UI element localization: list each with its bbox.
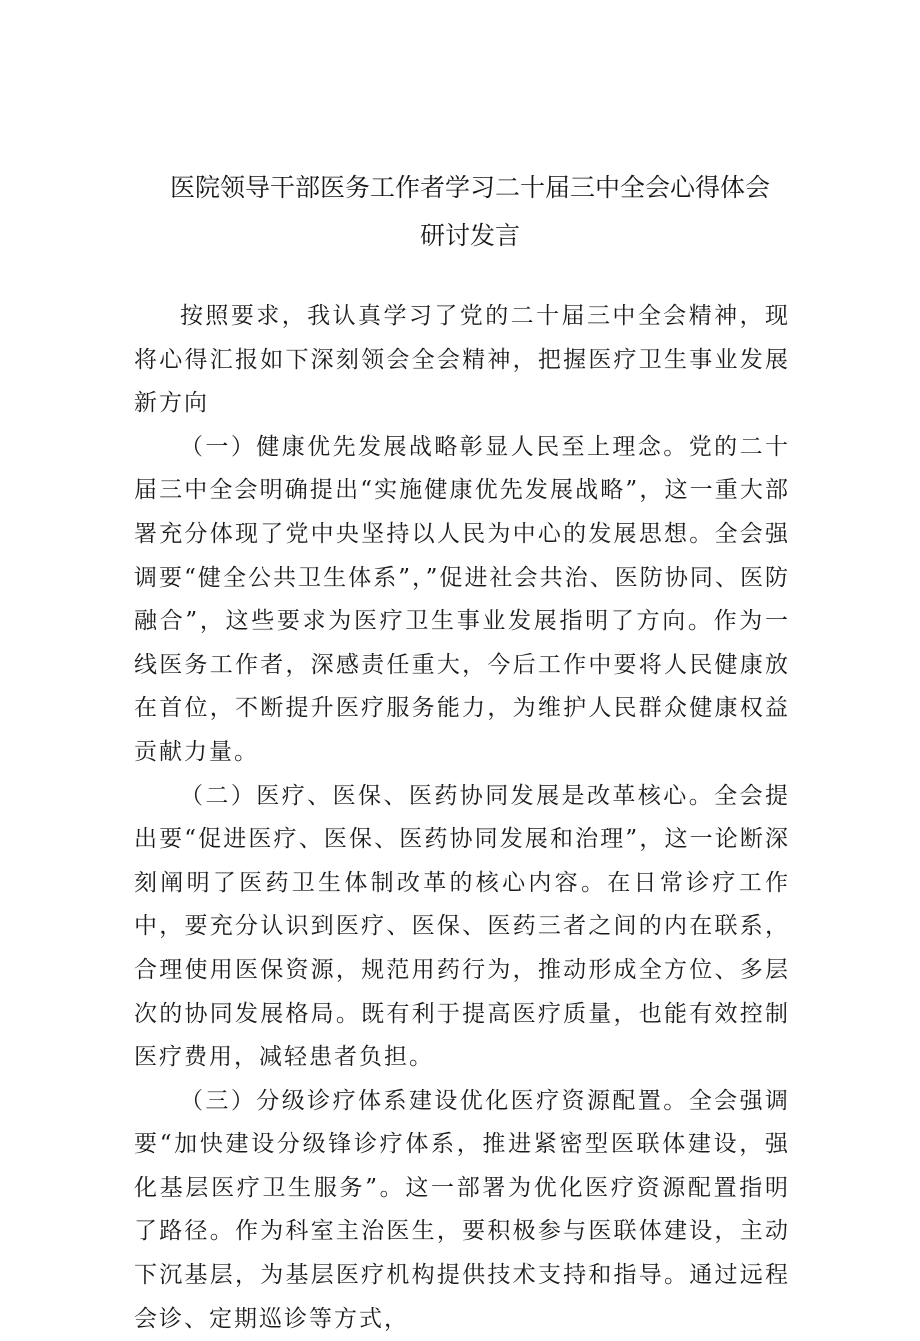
paragraph-section-1: （一）健康优先发展战略彰显人民至上理念。党的二十届三中全会明确提出“实施健康优先发展战略”，这一重大部署充分体现了党中央坚持以人民为中心的发展思想。全会强调要“健全公共卫生体系”，”促进社会共治、医防协同、医防融合”，这些要求为医疗卫生事业发展指明了方向。作为一线医务工作者，深感责任重大，今后工作中要将人民健康放在首位，不断提升医疗服务能力，为维护人民群众健康权益贡献力量。 — [134, 433, 790, 765]
paragraph-intro: 按照要求，我认真学习了党的二十届三中全会精神，现将心得汇报如下深刻领会全会精神，把握医疗卫生事业发展新方向 — [134, 303, 790, 417]
paragraph-section-3: （三）分级诊疗体系建设优化医疗资源配置。全会强调要“加快建设分级锋诊疗体系，推进紧密型医联体建设，强化基层医疗卫生服务”。这一部署为优化医疗资源配置指明了路径。作为科室主治医生，要积极参与医联体建设，主动下沉基层，为基层医疗机构提供技术支持和指导。通过远程会诊、定期巡诊等方式， — [134, 1087, 790, 1332]
document-title: 医院领导干部医务工作者学习二十届三中全会心得体会研讨发言 — [169, 173, 770, 250]
document-body — [134, 295, 790, 1341]
paragraph-section-2: （二）医疗、医保、医药协同发展是改革核心。全会提出要“促进医疗、医保、医药协同发展和治理”，这一论断深刻阐明了医药卫生体制改革的核心内容。在日常诊疗工作中，要充分认识到医疗、医保、医药三者之间的内在联系，合理使用医保资源，规范用药行为，推动形成全方位、多层次的协同发展格局。既有利于提高医疗质量，也能有效控制医疗费用，减轻患者负担。 — [134, 782, 790, 1071]
